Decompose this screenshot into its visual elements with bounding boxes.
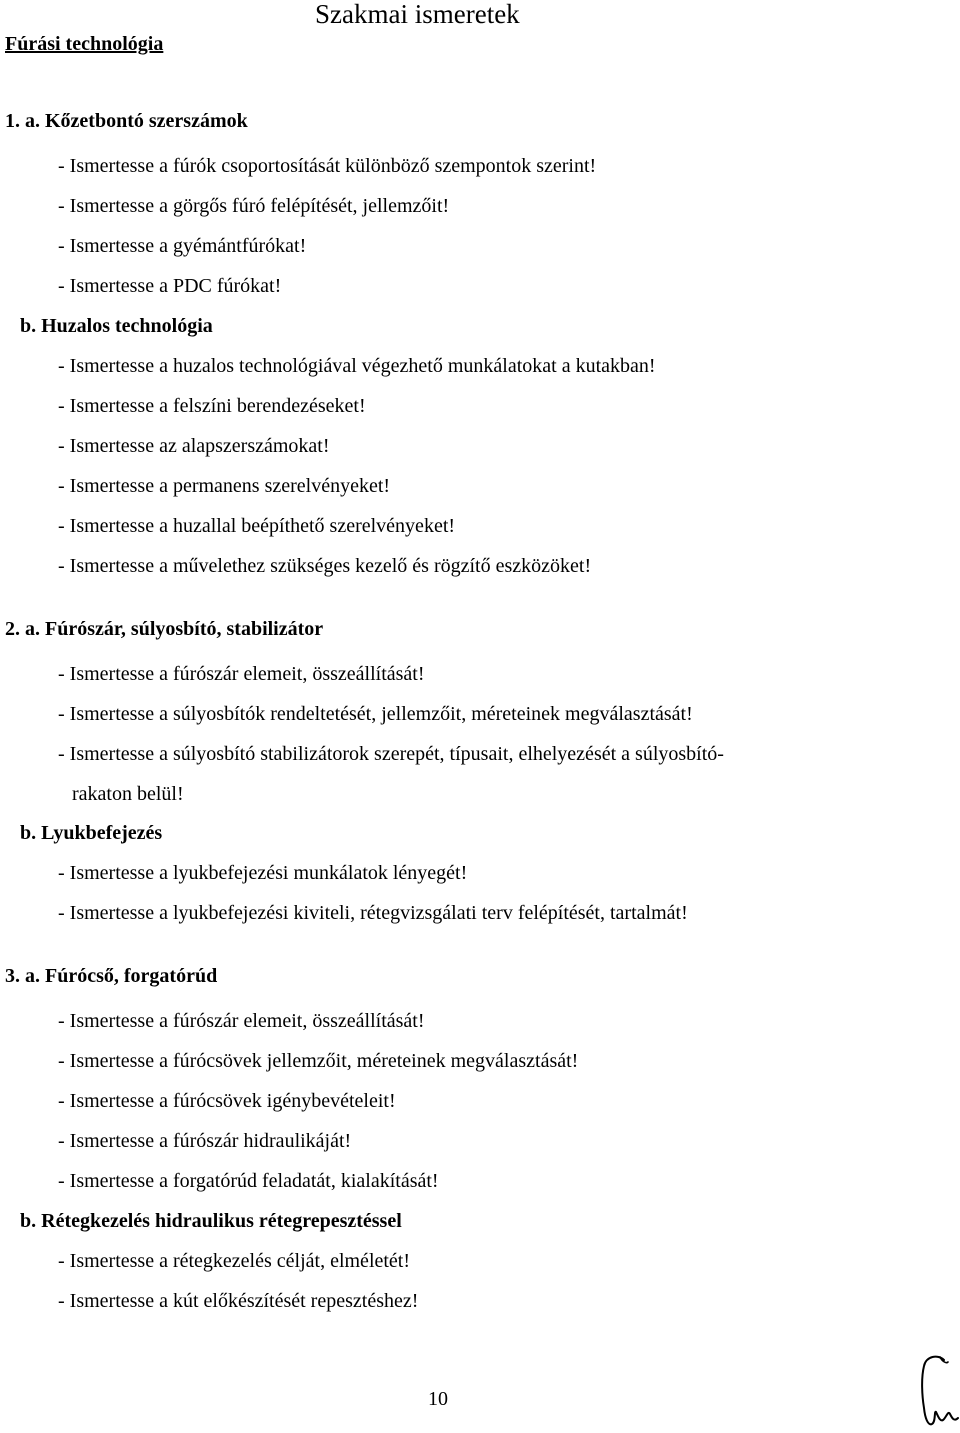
list-item: - Ismertesse a lyukbefejezési munkálatok lényegét!	[58, 862, 468, 884]
list-item: - Ismertesse a kút előkészítését repesztéshez!	[58, 1290, 419, 1312]
handwritten-signature	[918, 1352, 960, 1433]
section-2b-heading: b. Lyukbefejezés	[20, 822, 163, 844]
list-item: - Ismertesse a súlyosbítók rendeltetését, jellemzőit, méreteinek megválasztását!	[58, 703, 693, 725]
list-item: - Ismertesse a fúrók csoportosítását különböző szempontok szerint!	[58, 155, 597, 177]
list-item: - Ismertesse a rétegkezelés célját, elméletét!	[58, 1250, 411, 1272]
list-item: - Ismertesse a fúrószár hidraulikáját!	[58, 1130, 352, 1152]
page-title: Szakmai ismeretek	[315, 0, 520, 29]
list-item: - Ismertesse az alapszerszámokat!	[58, 435, 330, 457]
subject-heading: Fúrási technológia	[5, 33, 164, 55]
section-1-heading: 1. a. Kőzetbontó szerszámok	[5, 110, 248, 132]
list-item: - Ismertesse a fúrószár elemeit, összeállítását!	[58, 663, 425, 685]
section-1b-heading: b. Huzalos technológia	[20, 315, 213, 337]
list-item: - Ismertesse a fúrócsövek igénybevételeit!	[58, 1090, 396, 1112]
list-item: - Ismertesse a permanens szerelvényeket!	[58, 475, 391, 497]
list-item: - Ismertesse a huzalos technológiával végezhető munkálatokat a kutakban!	[58, 355, 656, 377]
list-item: - Ismertesse a felszíni berendezéseket!	[58, 395, 366, 417]
list-item: - Ismertesse a forgatórúd feladatát, kialakítását!	[58, 1170, 439, 1192]
list-item: - Ismertesse a súlyosbító stabilizátorok szerepét, típusait, elhelyezését a súlyosbító-	[58, 743, 724, 765]
list-item: - Ismertesse a fúrócsövek jellemzőit, méreteinek megválasztását!	[58, 1050, 579, 1072]
list-item: - Ismertesse a fúrószár elemeit, összeállítását!	[58, 1010, 425, 1032]
list-item: - Ismertesse a gyémántfúrókat!	[58, 235, 307, 257]
list-item-continuation: rakaton belül!	[72, 783, 184, 805]
section-3b-heading: b. Rétegkezelés hidraulikus rétegrepesztéssel	[20, 1210, 402, 1232]
list-item: - Ismertesse a huzallal beépíthető szerelvényeket!	[58, 515, 456, 537]
section-2-heading: 2. a. Fúrószár, súlyosbító, stabilizátor	[5, 618, 324, 640]
list-item: - Ismertesse a művelethez szükséges kezelő és rögzítő eszközöket!	[58, 555, 592, 577]
page-number: 10	[428, 1388, 448, 1410]
list-item: - Ismertesse a PDC fúrókat!	[58, 275, 282, 297]
list-item: - Ismertesse a lyukbefejezési kiviteli, rétegvizsgálati terv felépítését, tartalmát!	[58, 902, 688, 924]
section-3-heading: 3. a. Fúrócső, forgatórúd	[5, 965, 218, 987]
list-item: - Ismertesse a görgős fúró felépítését, jellemzőit!	[58, 195, 450, 217]
